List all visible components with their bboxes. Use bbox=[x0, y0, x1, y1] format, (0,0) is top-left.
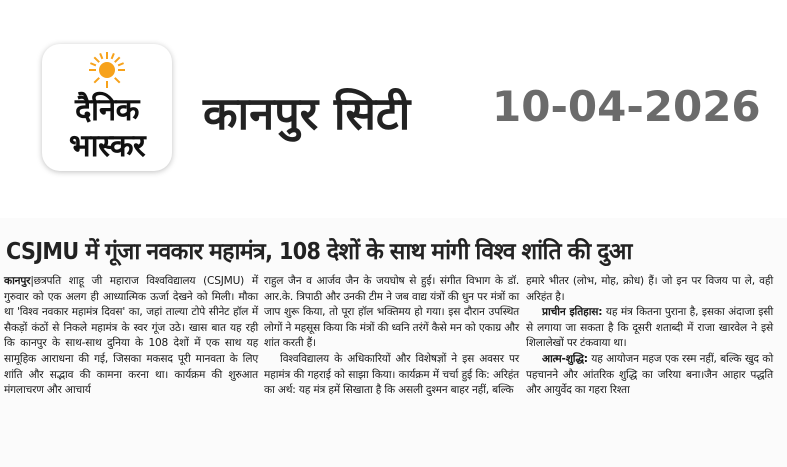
article-column-3 bbox=[526, 274, 773, 399]
article-col3-para3: यह आयोजन महज एक रस्म नहीं, बल्कि खुद को पहचानने और आंतरिक शुद्धि का जरिया बना।जैन आहार पद्धति और आयुर्वेद का गहरा रिश्ता bbox=[526, 352, 773, 397]
subhead-ancient-history: प्राचीन इतिहास: bbox=[542, 306, 603, 319]
newspaper-logo bbox=[42, 44, 172, 171]
article-col3-para2: यह मंत्र कितना पुराना है, इसका अंदाजा इसी से लगाया जा सकता है कि दूसरी शताब्दी में राजा खारवेल ने इसे शिलालेखों पर टंकवाया था। bbox=[526, 306, 773, 350]
subhead-self-purification: आत्म-शुद्धि: bbox=[542, 352, 588, 365]
article-dateline: कानपुर bbox=[4, 275, 31, 287]
article-col2-para2: विश्वविद्यालय के अधिकारियों और विशेषज्ञों ने इस अवसर पर महामंत्र की गहराई को साझा किया। कार्यक्रम में चर्चा हुई कि: अरिहंत का अर्थ: यह मंत्र हमें सिखाता है कि असली दुश्मन बाहर नहीं, बल्कि bbox=[264, 352, 519, 397]
article-column-1 bbox=[4, 274, 258, 399]
sun-icon bbox=[89, 52, 125, 88]
article-col3-para1: हमारे भीतर (लोभ, मोह, क्रोध) हैं। जो इन पर विजय पा ले, वही अरिहंत है। bbox=[526, 275, 773, 303]
article-col2-para1: राहुल जैन व आर्जव जैन के जयघोष से हुई। संगीत विभाग के डॉ. आर.के. त्रिपाठी और उनकी टीम ने जब वाद्य यंत्रों की धुन पर मंत्रों का जाप शुरू किया, तो पूरा हॉल भक्तिमय हो गया। इस दौरान उपस्थित लोगों ने महसूस किया कि मंत्रों की ध्वनि तरंगें कैसे मन को एकाग्र और शांत करती हैं। bbox=[264, 275, 519, 350]
article-col1-text: |छत्रपति शाहू जी महाराज विश्वविद्यालय (CSJMU) में गुरुवार को एक अलग ही आध्यात्मिक ऊर्जा देखने को मिली। मौका था 'विश्व नवकार महामंत्र दिवस' का, जहां ताल्या टोपे सीनेट हॉल में सैकड़ों कंठों से निकले महामंत्र के स्वर गूंज उठे। खास बात यह रही कि कानपुर के साथ-साथ दुनिया के 108 देशों में एक साथ यह सामूहिक आराधना की गई, जिसका मकसद पूरी मानवता के लिए शांति और सद्भाव की कामना करना था। कार्यक्रम की शुरुआत मंगलाचरण और आचार्य bbox=[4, 275, 258, 397]
article-headline: CSJMU में गूंजा नवकार महामंत्र, 108 देशों के साथ मांगी विश्व शांति की दुआ bbox=[6, 239, 632, 265]
edition-date: 10-04-2026 bbox=[492, 82, 761, 131]
logo-text-line2: भास्कर bbox=[68, 128, 146, 164]
article-column-2 bbox=[264, 274, 519, 399]
logo-text-line1: दैनिक bbox=[74, 92, 139, 128]
edition-city: कानपुर सिटी bbox=[203, 87, 411, 140]
